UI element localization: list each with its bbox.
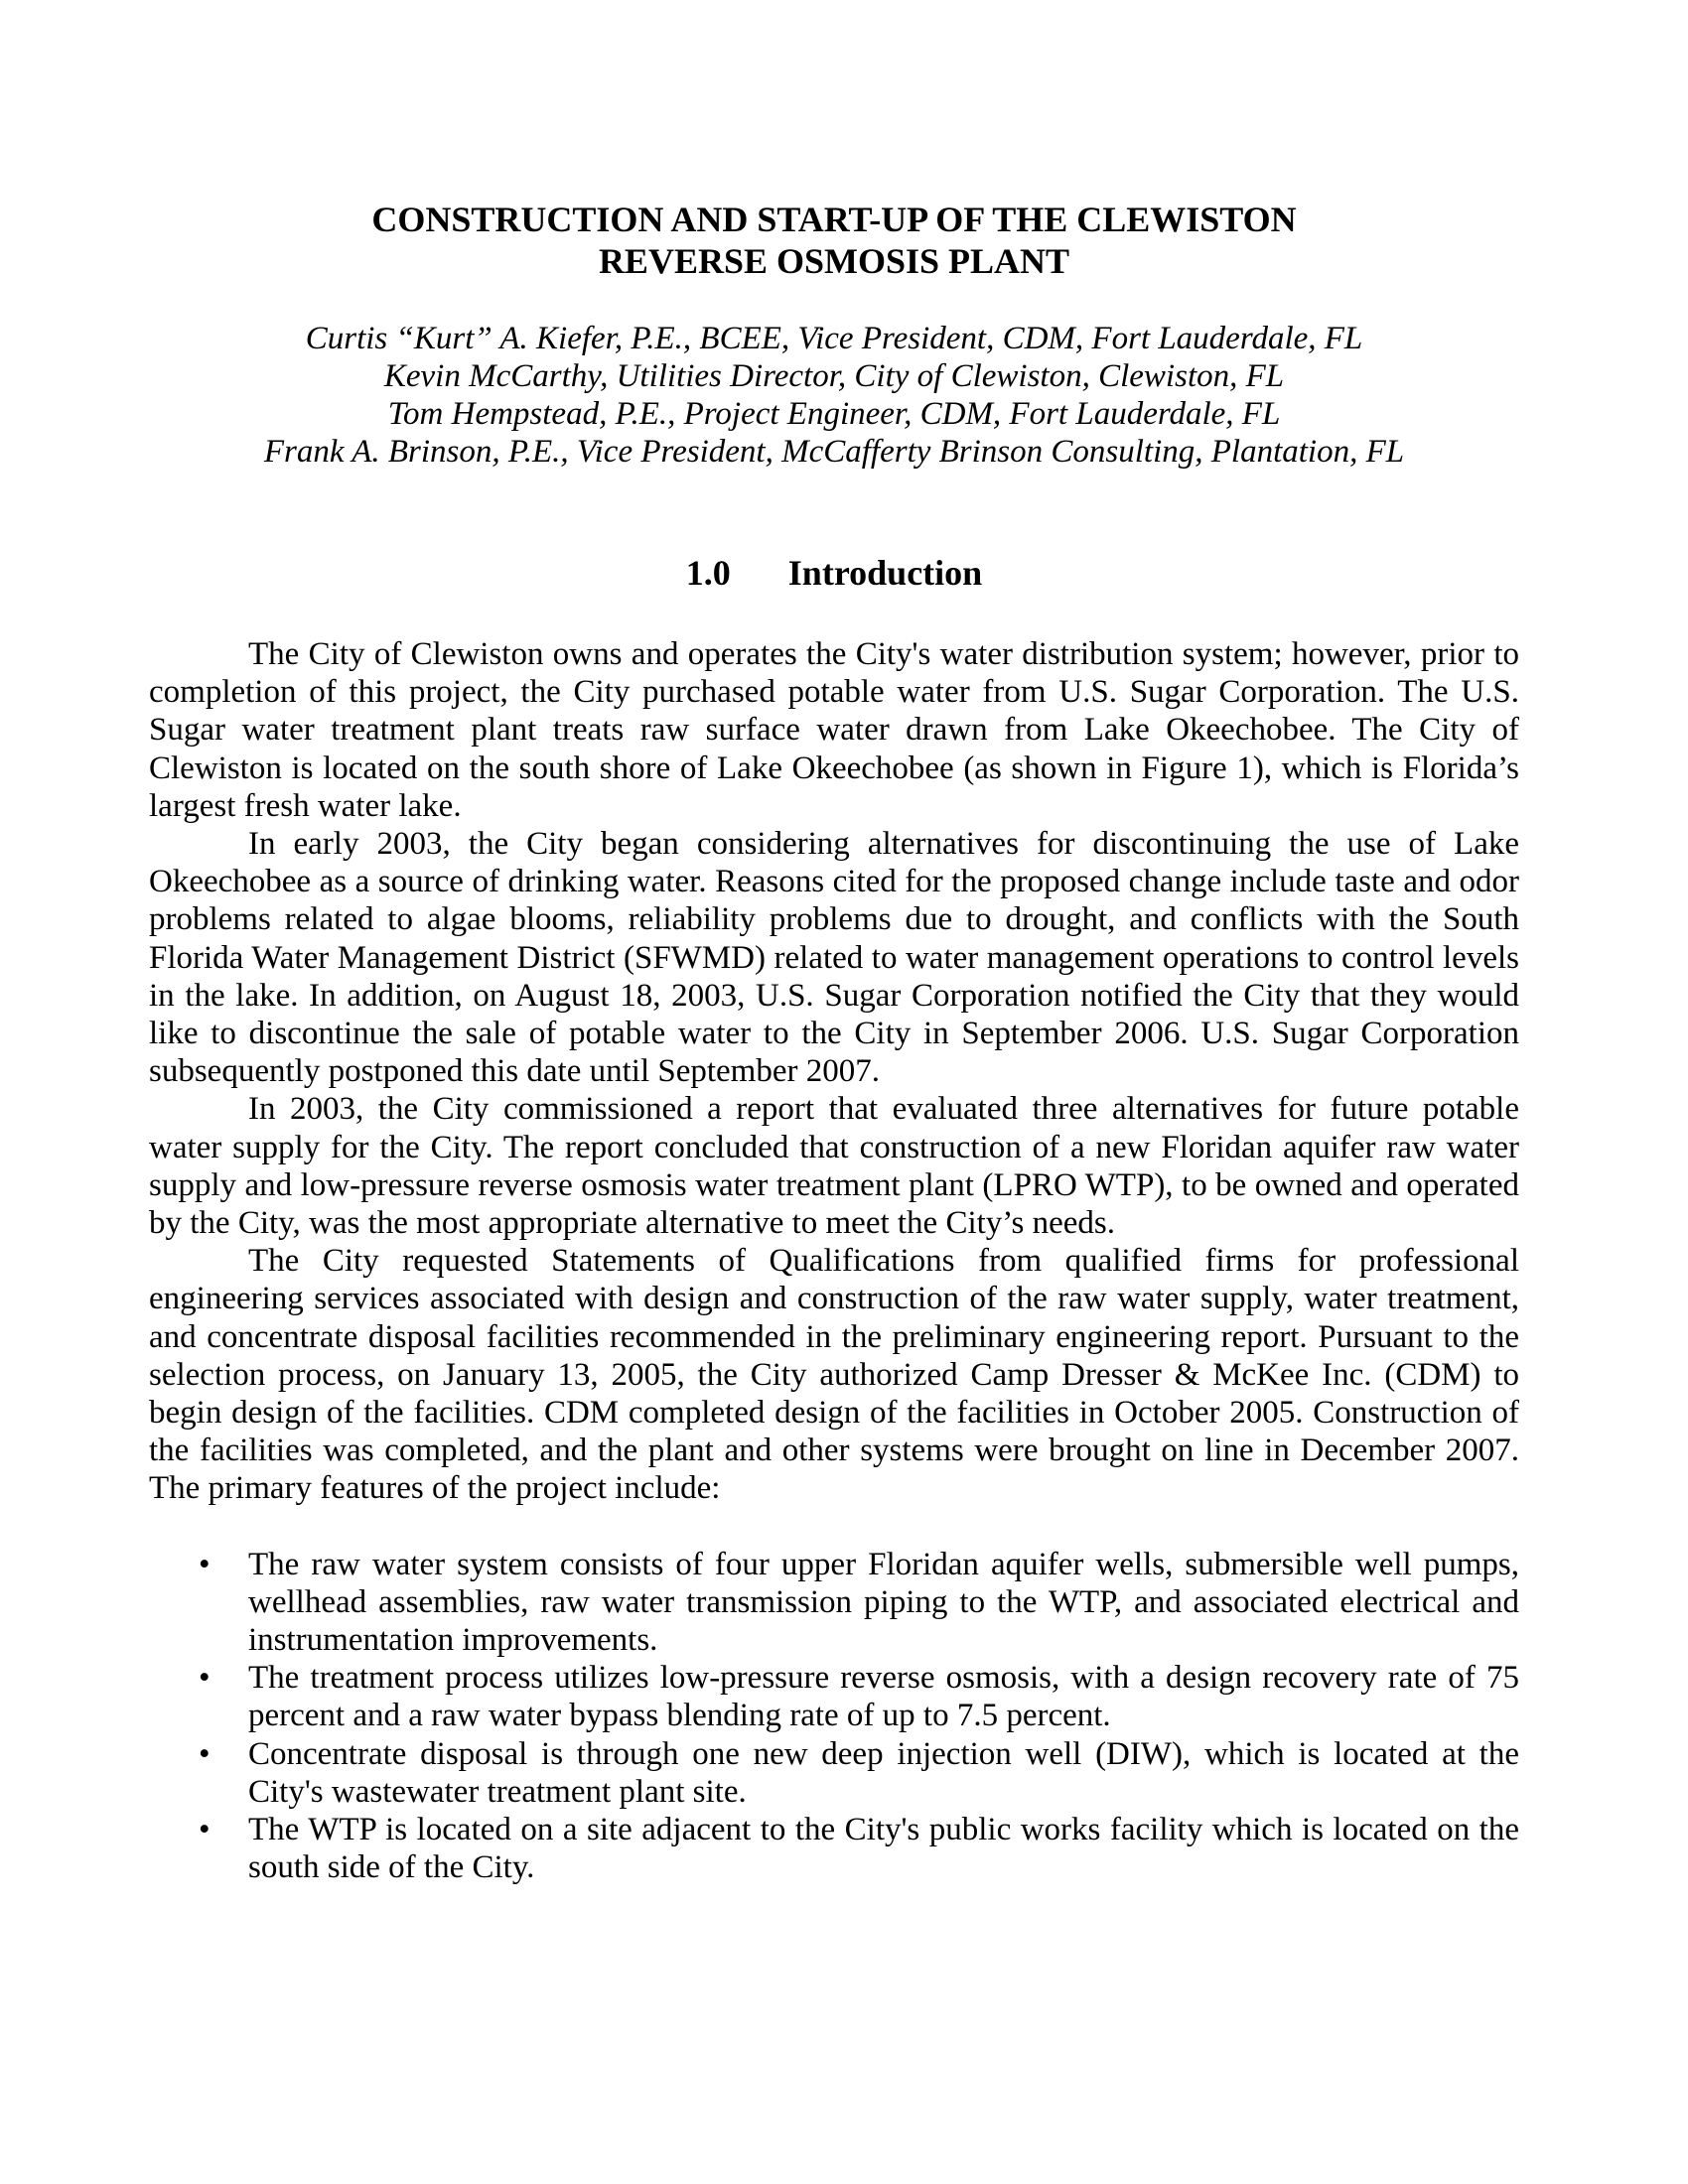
list-item-text: The treatment process utilizes low-pressure reverse osmosis, with a design recovery rate of 75 percent and a raw water bypass blending rate of up to 7.5 percent. [248, 1660, 1519, 1734]
author-list [149, 320, 1519, 471]
list-item [149, 1546, 1519, 1660]
section-title: Introduction [787, 553, 983, 593]
body-paragraph: In early 2003, the City began considering alternatives for discontinuing the use of Lake Okeechobee as a source of drinking water. Reasons cited for the proposed change include taste and odor problems related to algae blooms, reliability problems due to drought, and conflicts with the South Florida Water Management District (SFWMD) related to water management operations to control levels in the lake. In addition, on August 18, 2003, U.S. Sugar Corporation notified the City that they would like to discontinue the sale of potable water to the City in September 2006. U.S. Sugar Corporation subsequently postponed this date until September 2007. [149, 826, 1519, 1090]
section-body [149, 635, 1519, 1887]
section-heading [149, 552, 1519, 594]
author-line: Frank A. Brinson, P.E., Vice President, McCafferty Brinson Consulting, Plantation, FL [263, 434, 1405, 470]
bullet-icon: • [199, 1546, 211, 1582]
title-line-2: REVERSE OSMOSIS PLANT [598, 241, 1070, 281]
title-line-1: CONSTRUCTION AND START-UP OF THE CLEWISTON [371, 200, 1297, 239]
section-number: 1.0 [685, 553, 731, 593]
list-item [149, 1735, 1519, 1811]
body-paragraph: In 2003, the City commissioned a report that evaluated three alternatives for future potable water supply for the City. The report concluded that construction of a new Floridan aquifer raw water supply and low-pressure reverse osmosis water treatment plant (LPRO WTP), to be owned and operated by the City, was the most appropriate alternative to meet the City’s needs. [149, 1091, 1519, 1242]
bullet-icon: • [199, 1812, 211, 1848]
list-item [149, 1659, 1519, 1734]
bullet-icon: • [199, 1660, 211, 1697]
list-item [149, 1811, 1519, 1886]
list-item-text: The WTP is located on a site adjacent to the City's public works facility which is located on the south side of the City. [248, 1812, 1519, 1886]
list-item-text: The raw water system consists of four upper Floridan aquifer wells, submersible well pumps, wellhead assemblies, raw water transmission piping to the WTP, and associated electrical and instrumentation improvements. [248, 1546, 1519, 1659]
author-line: Tom Hempstead, P.E., Project Engineer, CDM, Fort Lauderdale, FL [387, 396, 1281, 432]
body-paragraph: The City requested Statements of Qualifications from qualified firms for professional engineering services associated with design and construction of the raw water supply, water treatment, and concentrate disposal facilities recommended in the preliminary engineering report. Pursuant to the selection process, on January 13, 2005, the City authorized Camp Dresser & McKee Inc. (CDM) to begin design of the facilities. CDM completed design of the facilities in October 2005. Construction of the facilities was completed, and the plant and other systems were brought on line in December 2007. The primary features of the project include: [149, 1243, 1519, 1507]
paper-title [149, 199, 1519, 282]
list-item-text: Concentrate disposal is through one new deep injection well (DIW), which is located at the City's wastewater treatment plant site. [248, 1735, 1519, 1810]
author-line: Curtis “Kurt” A. Kiefer, P.E., BCEE, Vice President, CDM, Fort Lauderdale, FL [305, 321, 1363, 356]
body-paragraph: The City of Clewiston owns and operates the City's water distribution system; however, prior to completion of this project, the City purchased potable water from U.S. Sugar Corporation. The U.S. Sugar water treatment plant treats raw surface water drawn from Lake Okeechobee. The City of Clewiston is located on the south shore of Lake Okeechobee (as shown in Figure 1), which is Florida’s largest fresh water lake. [149, 636, 1519, 824]
author-line: Kevin McCarthy, Utilities Director, City of Clewiston, Clewiston, FL [383, 358, 1285, 394]
feature-list [149, 1546, 1519, 1887]
bullet-icon: • [199, 1735, 211, 1772]
